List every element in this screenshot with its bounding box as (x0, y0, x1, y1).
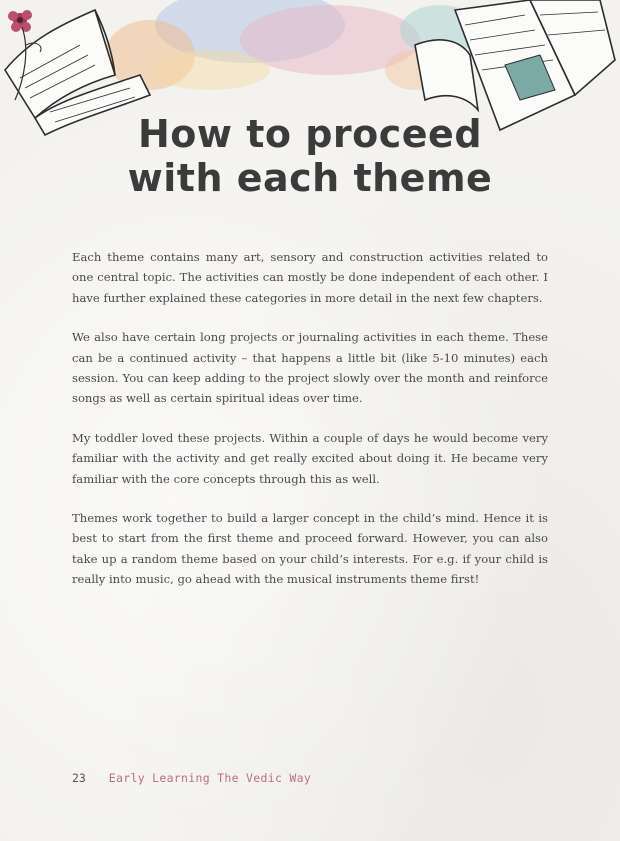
paragraph: We also have certain long projects or journaling activities in each theme. These can be a continued activity – that happens a little bit (like 5-10 minutes) each session. You can keep adding to the project slowly over the month and reinforce songs as well as certain spiritual ideas over time. (72, 330, 548, 406)
book-title: Early Learning The Vedic Way (108, 771, 312, 785)
page-title-line-1: How to proceed (137, 112, 483, 156)
paragraph: Each theme contains many art, sensory and construction activities related to one central topic. The activities can mostly be done independent of each other. I have further explained these categories in more detail in the next few chapters. (72, 250, 548, 305)
page-footer (72, 771, 311, 785)
page-title-line-2: with each theme (127, 156, 493, 200)
paragraph: My toddler loved these projects. Within a couple of days he would become very familiar with the activity and get really excited about doing it. He became very familiar with the core concepts through this as well. (72, 430, 548, 486)
body-text (72, 247, 548, 609)
watercolor-wash-yellow (150, 50, 270, 90)
paragraph: Themes work together to build a larger concept in the child’s mind. Hence it is best to start from the first theme and proceed forward. However, you can also take up a random theme based on your child’s interests. For e.g. if your child is really into music, go ahead with the musical instruments theme first! (72, 511, 548, 587)
page-title (0, 112, 620, 200)
page-number: 23 (72, 771, 86, 785)
